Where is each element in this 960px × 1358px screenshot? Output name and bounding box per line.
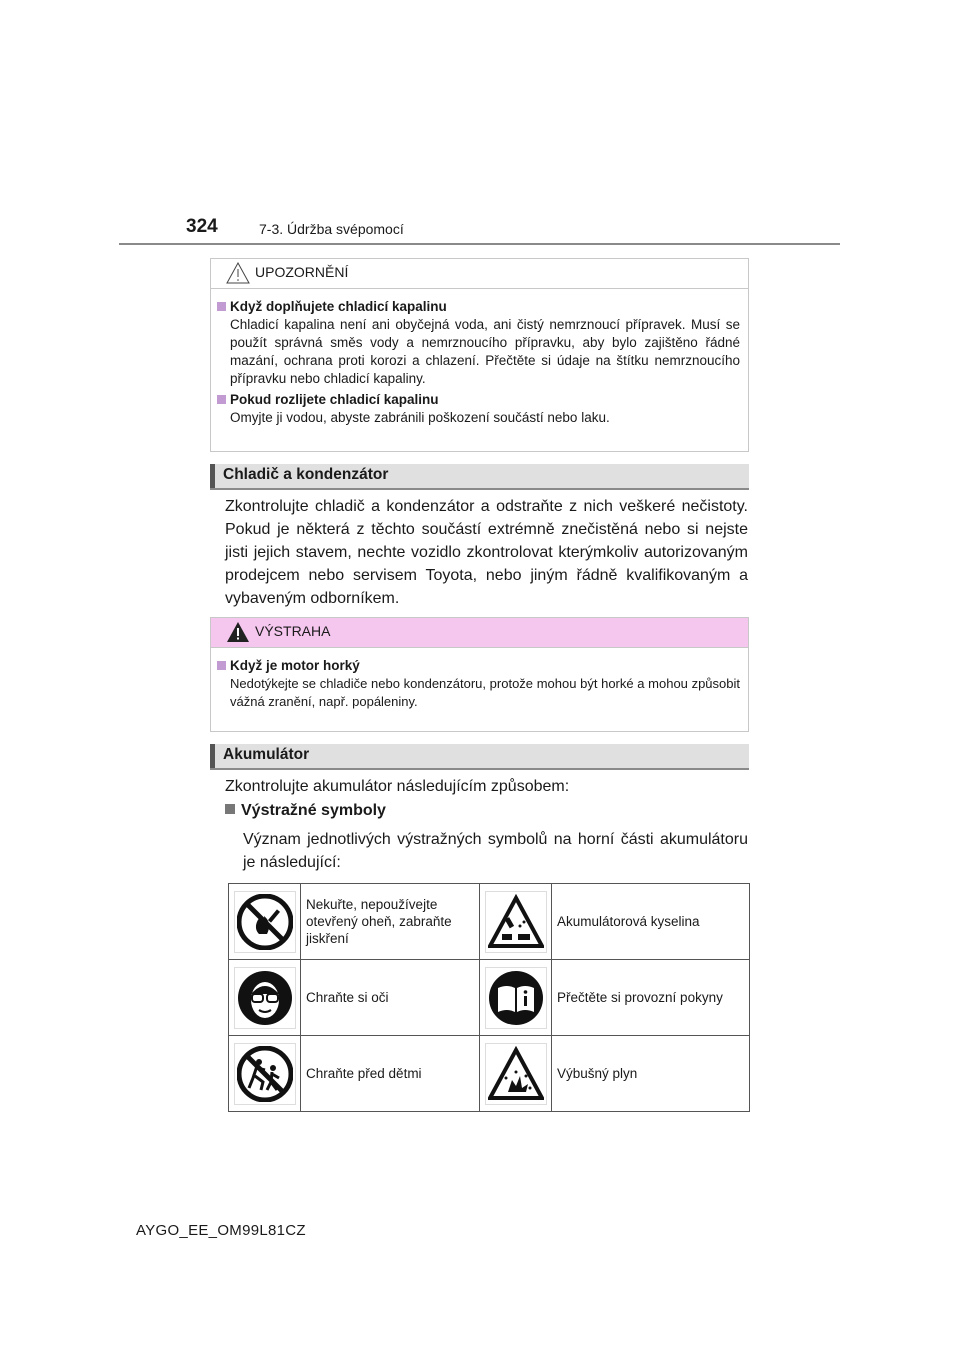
battery-intro: Zkontrolujte akumulátor následujícím způsobem: (225, 778, 570, 795)
no-fire-icon (237, 894, 293, 950)
symbol-label: Výbušný plyn (552, 1036, 750, 1112)
table-row (229, 960, 750, 1036)
document-code: AYGO_EE_OM99L81CZ (136, 1222, 306, 1239)
radiator-text: Zkontrolujte chladič a kondenzátor a odstraňte z nich veškeré nečistoty. Pokud je některá z těchto součástí extrémně znečistěná nebo si nejste jisti jejich stavem, nechte vozidlo zkontrolovat kterýmkoliv autorizovaným prodejcem nebo servisem Toyota, nebo jiným řádně kvalifikovaným a vybaveným odborníkem. (225, 498, 748, 607)
warning-title: VÝSTRAHA (255, 623, 331, 639)
keep-children-away-icon (237, 1046, 293, 1102)
radiator-heading-bar (210, 464, 749, 490)
caution-item-title: Když doplňujete chladicí kapalinu (217, 299, 740, 314)
section-title: 7-3. Údržba svépomocí (259, 221, 404, 237)
caution-item-title: Pokud rozlijete chladicí kapalinu (217, 392, 740, 407)
warning-item-text: Nedotýkejte se chladiče nebo kondenzátoru, protože mohou být horké a mohou způsobit vážná zranění, např. popáleniny. (230, 676, 740, 709)
caution-header (211, 259, 748, 289)
battery-heading: Akumulátor (223, 746, 310, 763)
eye-protection-icon (237, 970, 293, 1026)
warning-symbols-heading: Výstražné symboly (225, 802, 386, 820)
bullet-square-icon (217, 395, 226, 404)
table-row (229, 884, 750, 960)
header-rule (119, 243, 840, 245)
bullet-square-icon (217, 302, 226, 311)
table-row (229, 1036, 750, 1112)
symbol-label: Akumulátorová kyselina (552, 884, 750, 960)
caution-triangle-icon (226, 262, 250, 284)
symbol-label: Chraňte před dětmi (301, 1036, 480, 1112)
warning-item-title: Když je motor horký (217, 658, 740, 673)
caution-item-text: Omyjte ji vodou, abyste zabránili poškození součástí nebo laku. (230, 410, 610, 425)
warning-box (210, 617, 749, 732)
warning-triangle-icon (226, 621, 250, 643)
bullet-square-icon (217, 661, 226, 670)
caution-title: UPOZORNĚNÍ (255, 264, 349, 280)
symbol-label: Přečtěte si provozní pokyny (552, 960, 750, 1036)
page-number: 324 (186, 216, 218, 237)
caution-box (210, 258, 749, 452)
symbol-label: Nekuřte, nepoužívejte otevřený oheň, zabraňte jiskření (301, 884, 480, 960)
explosive-gas-icon (488, 1046, 544, 1102)
symbol-label: Chraňte si oči (301, 960, 480, 1036)
acid-hazard-icon (488, 894, 544, 950)
caution-item-text: Chladicí kapalina není ani obyčejná voda, ani čistý nemrznoucí přípravek. Musí se použít správná směs vody a nemrznoucího přípravku, aby bylo zajištěno řádné mazání, ochrana proti korozi a chlazení. Přečtěte si údaje na štítku nemrznoucího přípravku nebo chladicí kapaliny. (230, 317, 740, 386)
warning-header (211, 618, 748, 648)
warning-symbols-text: Význam jednotlivých výstražných symbolů na horní části akumulátoru je následující: (243, 831, 748, 871)
battery-heading-bar (210, 744, 749, 770)
bullet-square-icon (225, 804, 235, 814)
symbols-table (228, 883, 750, 1112)
read-manual-icon (488, 970, 544, 1026)
radiator-heading: Chladič a kondenzátor (223, 466, 389, 483)
